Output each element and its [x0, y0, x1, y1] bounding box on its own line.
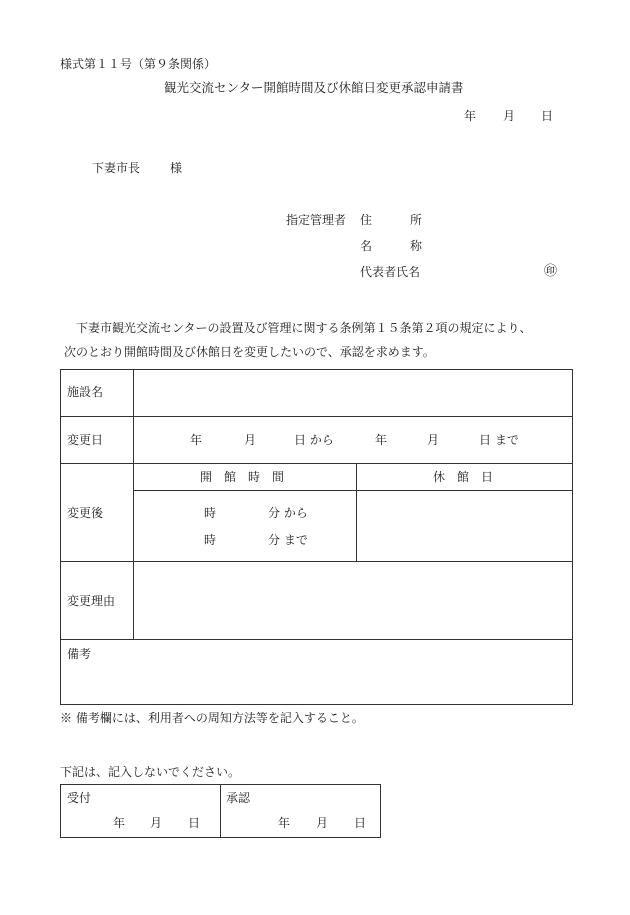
to-month: 月	[427, 433, 440, 447]
approved-label: 承認	[226, 791, 251, 805]
to-day: 日 まで	[479, 433, 519, 447]
received-month: 月	[150, 816, 163, 830]
received-day: 日	[188, 816, 201, 830]
hours-header: 開 館 時 間	[200, 470, 285, 484]
addressee-name: 下妻市長	[92, 161, 141, 175]
facility-label: 施設名	[67, 385, 104, 399]
received-year: 年	[113, 816, 126, 830]
document-title: 観光交流センター開館時間及び休館日変更承認申請書	[164, 80, 464, 95]
change-date-label: 変更日	[67, 433, 104, 447]
address-label-2: 所	[410, 213, 423, 227]
name-label-2: 称	[410, 239, 423, 253]
hours-from-hour: 時	[204, 506, 217, 520]
representative-label: 代表者氏名	[360, 265, 421, 279]
from-month: 月	[244, 433, 257, 447]
office-use-note: 下記は、記入しないでください。	[60, 765, 241, 779]
body-line-2: 次のとおり開館時間及び休館日を変更したいので、承認を求めます。	[64, 345, 435, 359]
to-year: 年	[375, 433, 388, 447]
applicant-role: 指定管理者	[286, 213, 347, 227]
hours-from-minute: 分 から	[268, 506, 308, 520]
approved-year: 年	[278, 816, 291, 830]
name-label-1: 名	[360, 239, 373, 253]
date-month: 月	[503, 109, 516, 123]
remarks-note: ※ 備考欄には、利用者への周知方法等を記入すること。	[60, 711, 364, 725]
seal-mark: ㊞	[544, 264, 558, 279]
hours-to-hour: 時	[204, 533, 217, 547]
date-year: 年	[464, 109, 477, 123]
addressee-honorific: 様	[170, 161, 183, 175]
hours-to-minute: 分 まで	[268, 533, 308, 547]
remarks-label: 備考	[67, 647, 92, 661]
body-line-1: 下妻市観光交流センターの設置及び管理に関する条例第１５条第２項の規定により、	[76, 321, 532, 335]
approved-month: 月	[316, 816, 329, 830]
date-day: 日	[541, 109, 554, 123]
form-number: 様式第１１号（第９条関係）	[60, 57, 217, 71]
closed-days-header: 休 館 日	[433, 470, 494, 484]
received-label: 受付	[67, 791, 92, 805]
address-label-1: 住	[360, 213, 373, 227]
approved-day: 日	[354, 816, 367, 830]
after-change-label: 変更後	[67, 506, 104, 520]
reason-label: 変更理由	[67, 594, 116, 608]
from-day: 日 から	[294, 433, 334, 447]
from-year: 年	[190, 433, 203, 447]
